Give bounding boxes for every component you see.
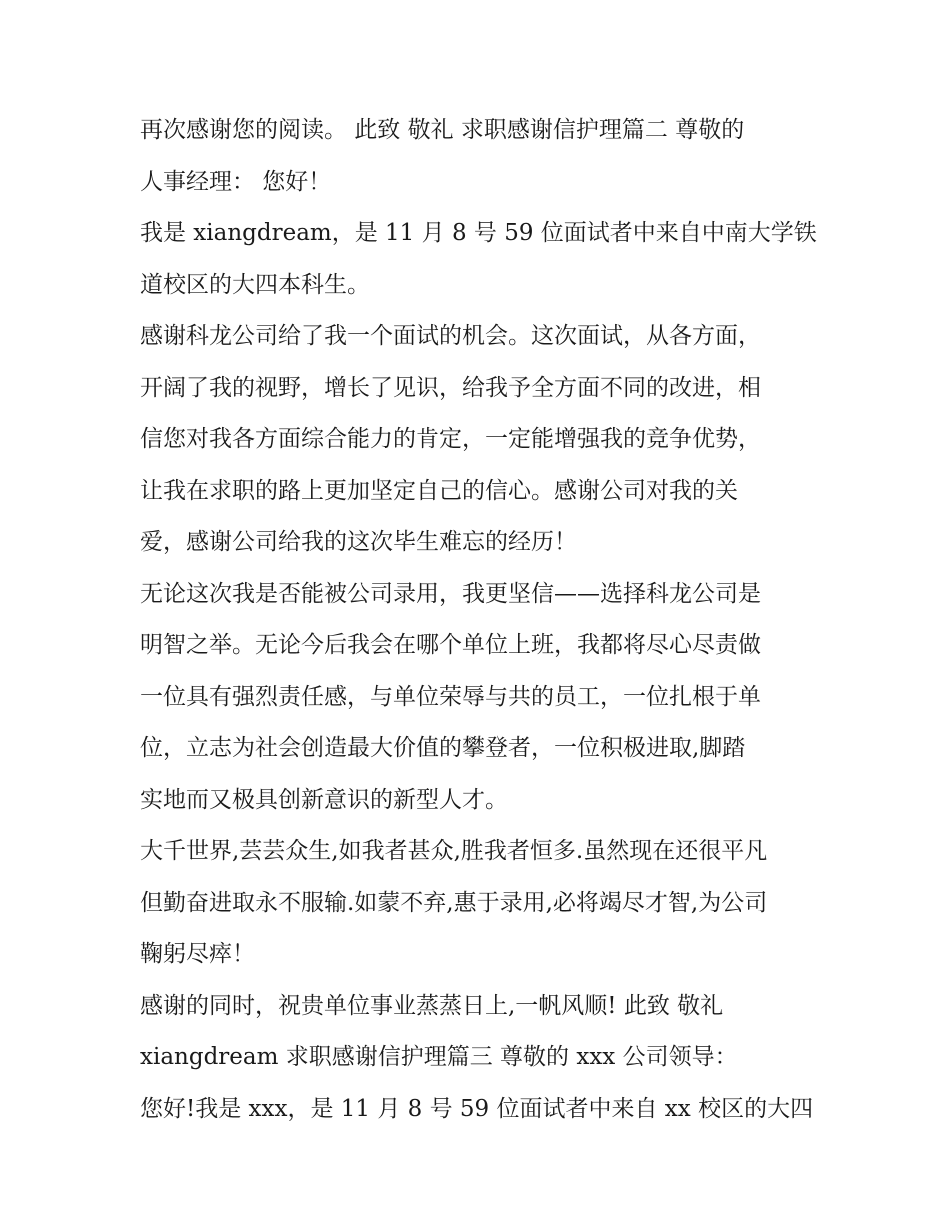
- text-line: 感谢科龙公司给了我一个面试的机会。这次面试，从各方面，: [140, 323, 761, 349]
- text-line: 再次感谢您的阅读。 此致 敬礼 求职感谢信护理篇二 尊敬的: [140, 117, 745, 143]
- text-line: 实地而又极具创新意识的新型人才。: [140, 786, 508, 813]
- text-line: 一位具有强烈责任感，与单位荣辱与共的员工，一位扎根于单: [140, 683, 761, 710]
- paragraph-commitment: [140, 569, 820, 827]
- text-line: 位，立志为社会创造最大价值的攀登者，一位积极进取,脚踏: [140, 735, 746, 761]
- paragraph-aspiration: [140, 826, 820, 981]
- text-line: 鞠躬尽瘁！: [140, 941, 255, 967]
- text-line: 感谢的同时，祝贵单位事业蒸蒸日上,一帆风顺! 此致 敬礼: [140, 992, 724, 1019]
- text-line: 明智之举。无论今后我会在哪个单位上班，我都将尽心尽责做: [140, 632, 761, 658]
- text-line: 开阔了我的视野，增长了见识，给我予全方面不同的改进，相: [140, 374, 761, 401]
- paragraph-wishes-and-next-letter: [140, 981, 820, 1084]
- text-line: 人事经理： 您好！: [140, 168, 332, 195]
- document-body: [140, 105, 820, 1135]
- paragraph-thanks: [140, 311, 820, 569]
- text-line: 让我在求职的路上更加坚定自己的信心。感谢公司对我的关: [140, 477, 738, 504]
- text-line: 我是 xiangdream，是 11 月 8 号 59 位面试者中来自中南大学铁: [140, 220, 817, 246]
- text-line: 无论这次我是否能被公司录用，我更坚信——选择科龙公司是: [140, 580, 761, 607]
- text-line: 道校区的大四本科生。: [140, 271, 370, 298]
- text-line: 您好!我是 xxx，是 11 月 8 号 59 位面试者中来自 xx 校区的大四: [140, 1095, 814, 1122]
- text-line: 但勤奋进取永不服输.如蒙不弃,惠于录用,必将竭尽才智,为公司: [140, 889, 768, 916]
- paragraph-closing-and-greeting: [140, 105, 820, 208]
- paragraph-next-introduction: [140, 1084, 820, 1136]
- text-line: 信您对我各方面综合能力的肯定，一定能增强我的竞争优势，: [140, 426, 761, 452]
- text-line: xiangdream 求职感谢信护理篇三 尊敬的 xxx 公司领导：: [140, 1044, 738, 1070]
- text-line: 爱，感谢公司给我的这次毕生难忘的经历！: [140, 529, 577, 555]
- text-line: 大千世界,芸芸众生,如我者甚众,胜我者恒多.虽然现在还很平凡: [140, 838, 768, 864]
- paragraph-introduction: [140, 208, 820, 311]
